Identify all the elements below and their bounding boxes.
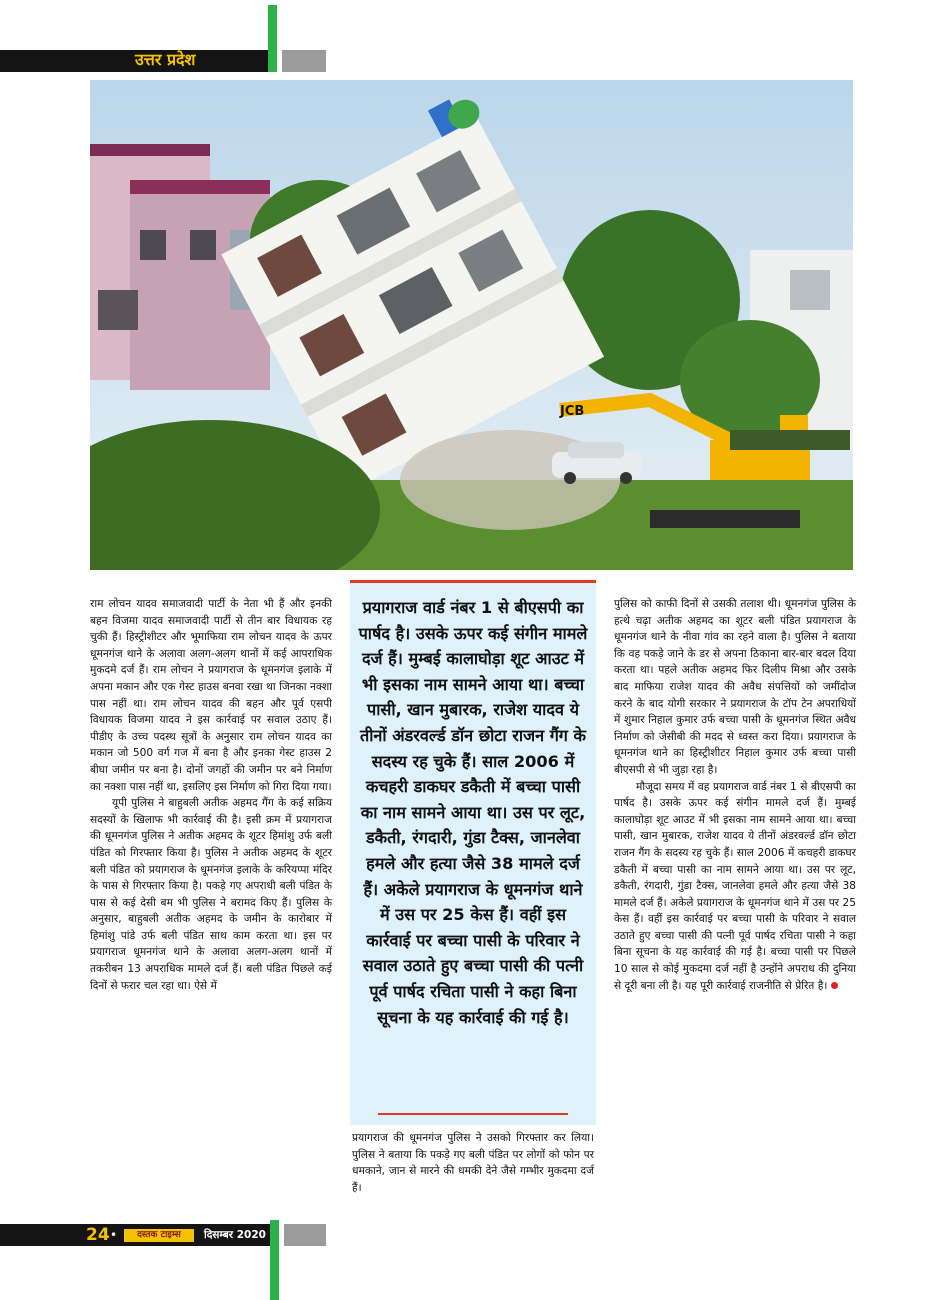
section-title: उत्तर प्रदेश [135, 50, 196, 69]
demolition-photo [90, 80, 853, 570]
building-demolition-illustration [90, 80, 853, 570]
article-column-2 [352, 1130, 594, 1196]
paragraph-last [614, 779, 856, 995]
magazine-logo: दस्तक टाइम्स [124, 1229, 194, 1242]
header-bar [0, 50, 268, 72]
pull-quote-box [350, 580, 596, 1125]
pull-quote-divider [378, 1113, 568, 1115]
issue-date: दिसम्बर 2020 [204, 1229, 266, 1241]
paragraph: पुलिस को काफी दिनों से उसकी तलाश थी। धूमनगंज पुलिस के हत्थे चढ़ा अतीक अहमद का शूटर बली पंडित प्रयागराज के धूमनगंज थाने के नीवा गांव का रहने वाला है। पुलिस ने बताया कि वह पकड़े जाने के डर से अपना ठिकाना बार-बार बदल दिया करता था। पहले अतीक अहमद फिर दिलीप मिश्रा और उसके बाद माफिया राजेश यादव की अवैध संपत्तियों को जमींदोज करने के बाद योगी सरकार ने प्रयागराज के टॉप टेन अपराधियों में शुमार निहाल कुमार उर्फ बच्चा पासी के धूमनगंज स्थित अवैध निर्माण को जेसीबी की मदद से ध्वस्त करा दिया। प्रयागराज के धूमनगंज थाने का हिस्ट्रीशीटर निहाल कुमार उर्फ बच्चा पासी बीएसपी से भी जुड़ा रहा है। [614, 598, 856, 776]
paragraph: राम लोचन यादव समाजवादी पार्टी के नेता भी हैं और इनकी बहन विजमा यादव समाजवादी पार्टी से तीन बार विधायक रह चुकी हैं। हिस्ट्रीशीटर और भूमाफिया राम लोचन यादव के ऊपर धूमनगंज थाने के अलावा अलग-अलग थानों में कई आपराधिक मुकदमे दर्ज हैं। राम लोचन ने प्रयागराज के धूमनगंज इलाके में अपना मकान और एक गेस्ट हाउस बनवा रखा था जिनका नक्शा पास नहीं था। राम लोचन यादव की बहन और पूर्व एसपी विधायक विजमा यादव ने इस कार्रवाई पर सवाल उठाए हैं। पीडीए के उच्च पदस्थ सूत्रों के अनुसार राम लोचन यादव का मकान जो 500 वर्ग गज में बना है और इनका गेस्ट हाउस 2 बीघा जमीन पर बना है। दोनों जगहों की जमीन पर बने निर्माण का नक्शा पास नहीं था, इसलिए इस निर्माण को गिरा दिया गया। [90, 598, 332, 793]
pull-quote-text: प्रयागराज वार्ड नंबर 1 से बीएसपी का पार्षद है। उसके ऊपर कई संगीन मामले दर्ज हैं। मुम्बई कालाघोड़ा शूट आउट में भी इसका नाम सामने आया था। बच्चा पासी, खान मुबारक, राजेश यादव ये तीनों अंडरवर्ल्ड डॉन छोटा राजन गैंग के सदस्य रह चुके हैं। साल 2006 में कचहरी डाकघर डकैती में बच्चा पासी का नाम सामने आया था। उस पर लूट, डकैती, रंगदारी, गुंडा टैक्स, जानलेवा हमले और हत्या जैसे 38 मामले दर्ज हैं। अकेले प्रयागराज के धूमनगंज थाने में उस पर 25 केस हैं। वहीं इस कार्रवाई पर बच्चा पासी के परिवार ने सवाल उठाते हुए बच्चा पासी की पत्नी पूर्व पार्षद रचिता पासी ने कहा बिना सूचना के यह कार्रवाई की गई है। [358, 598, 588, 1027]
paragraph-text: मौजूदा समय में वह प्रयागराज वार्ड नंबर 1 से बीएसपी का पार्षद है। उसके ऊपर कई संगीन मामले दर्ज हैं। मुम्बई कालाघोड़ा शूट आउट में भी इसका नाम सामने आया था। बच्चा पासी, खान मुबारक, राजेश यादव ये तीनों अंडरवर्ल्ड डॉन छोटा राजन गैंग के सदस्य रह चुके हैं। साल 2006 में कचहरी डाकघर डकैती में बच्चा पासी का नाम सामने आया था। उस पर लूट, डकैती, रंगदारी, गुंडा टैक्स, जानलेवा हमले और हत्या जैसे 38 मामले दर्ज हैं। अकेले प्रयागराज के धूमनगंज थाने में उस पर 25 केस हैं। वहीं इस कार्रवाई पर बच्चा पासी के परिवार ने सवाल उठाते हुए बच्चा पासी की पत्नी पूर्व पार्षद रचिता पासी ने कहा बिना सूचना के यह कार्रवाई की गई है। बच्चा पासी पर पिछले 10 साल से कोई मुकदमा दर्ज नहीं है उन्होंने अपराध की दुनिया से दूरी बना ली है। यह पूरी कार्रवाई राजनीति से प्रेरित है। [614, 780, 856, 992]
page-number: 24 [86, 1225, 110, 1245]
paragraph: यूपी पुलिस ने बाहुबली अतीक अहमद गैंग के कई सक्रिय सदस्यों के खिलाफ भी कार्रवाई की है। इसी क्रम में प्रयागराज की धूमनगंज पुलिस ने अतीक अहमद के शूटर हिमांशु उर्फ बली पंडित को गिरफ्तार किया है। पुलिस ने अतीक अहमद के शूटर बली पंडित को प्रयागराज के धूमनगंज इलाके के करियप्पा मंदिर के पास से गिरफ्तार किया है। पकड़े गए अपराधी बली पंडित के पास से कई देसी बम भी पुलिस ने बरामद किए हैं। पुलिस के अनुसार, बाहुबली अतीक अहमद के जमीन के कारोबार में हिमांशु पांडे उर्फ बली पंडित साथ काम करता था। इस पर प्रयागराज धूमनगंज थाने के अलावा अलग-अलग थानों में तकरीबन 13 अपराधिक मामले दर्ज हैं। बली पंडित पिछले कई दिनों से फरार चल रहा था। ऐसे में [90, 797, 332, 992]
article-column-1 [90, 596, 332, 994]
end-mark-icon [831, 982, 838, 989]
footer-green-stripe [270, 1220, 279, 1300]
header-green-stripe [268, 5, 277, 72]
jcb-label: JCB [560, 404, 585, 419]
footer-bullet: • [110, 1228, 118, 1242]
article-column-3 [614, 596, 856, 994]
header-grey-block [282, 50, 326, 72]
paragraph: प्रयागराज की धूमनगंज पुलिस ने उसको गिरफ्तार कर लिया। पुलिस ने बताया कि पकड़े गए बली पंडित पर लोगों को फोन पर धमकाने, जान से मारने की धमकी देने जैसे गम्भीर मुकदमा दर्ज हैं। [352, 1132, 594, 1194]
footer-grey-block [284, 1224, 326, 1246]
